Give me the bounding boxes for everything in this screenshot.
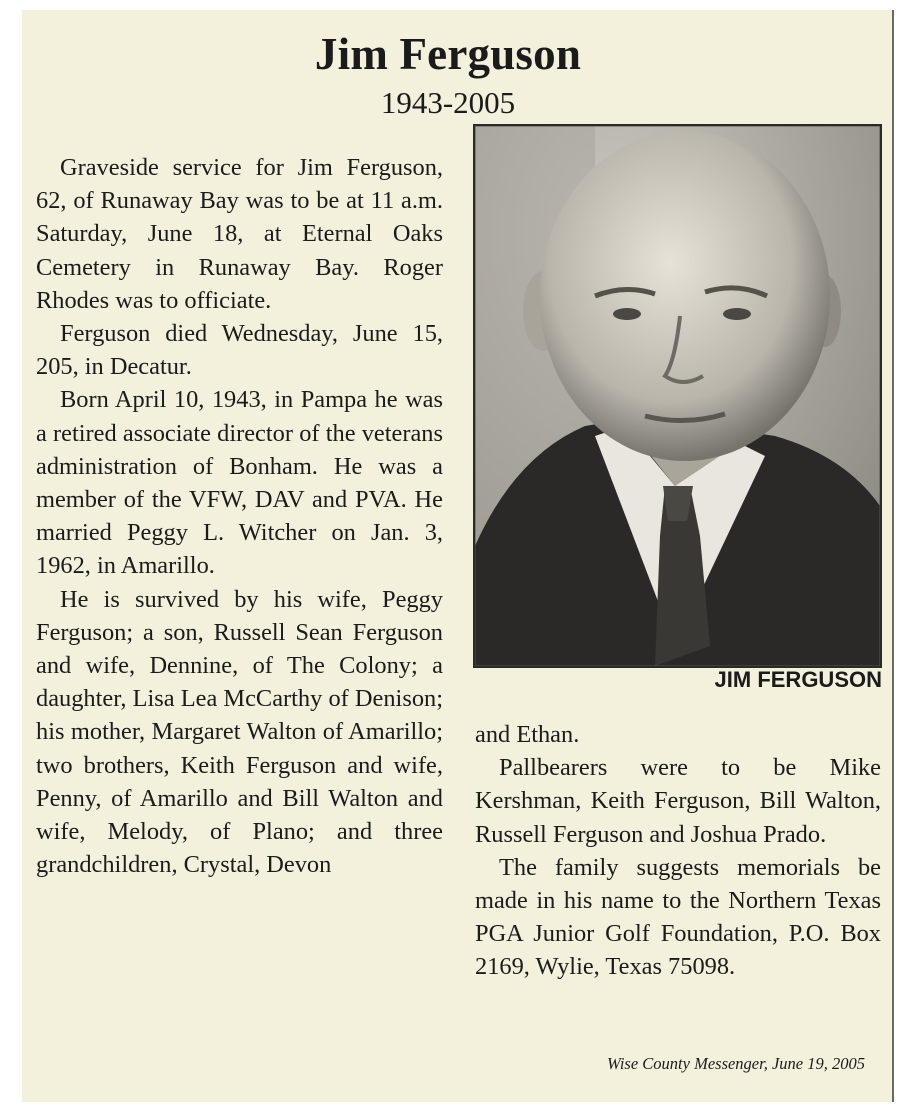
portrait-photo bbox=[473, 124, 882, 668]
paragraph-pallbearers: Pallbearers were to be Mike Kershman, Keith Ferguson, Bill Walton, Russell Ferguson and Joshua Prado. bbox=[475, 754, 881, 848]
portrait-illustration bbox=[475, 126, 880, 666]
obituary-years: 1943-2005 bbox=[380, 85, 516, 120]
paragraph-biography: Born April 10, 1943, in Pampa he was a retired associate director of the veterans administration of Bonham. He was a member of the VFW, DAV and PVA. He married Peggy L. Witcher on Jan. 3, 1962, in Amarillo. bbox=[36, 386, 443, 580]
photo-caption: JIM FERGUSON bbox=[714, 667, 882, 692]
paragraph-survivors: He is survived by his wife, Peggy Ferguson; a son, Russell Sean Ferguson and wife, Dennine, of The Colony; a daughter, Lisa Lea McCarthy of Denison; his mother, Margaret Walton of Amarillo; two brothers, Keith Ferguson and wife, Penny, of Amarillo and Bill Walton and wife, Melody, of Plano; and three grandchildren, Crystal, Devon bbox=[36, 585, 443, 879]
paragraph-memorials: The family suggests memorials be made in his name to the Northern Texas PGA Junior Golf Foundation, P.O. Box 2169, Wylie, Texas 75098. bbox=[475, 853, 881, 981]
paragraph-service: Graveside service for Jim Ferguson, 62, of Runaway Bay was to be at 11 a.m. Saturday, June 18, at Eternal Oaks Cemetery in Runaway Bay. Roger Rhodes was to officiate. bbox=[36, 154, 443, 314]
paragraph-survivors-continued: and Ethan. bbox=[475, 721, 580, 748]
source-credit: Wise County Messenger, June 19, 2005 bbox=[607, 1054, 865, 1073]
left-column bbox=[36, 151, 443, 881]
right-column bbox=[475, 718, 881, 984]
obituary-title: Jim Ferguson bbox=[314, 29, 582, 79]
paragraph-death: Ferguson died Wednesday, June 15, 205, in Decatur. bbox=[36, 320, 443, 381]
newspaper-clipping bbox=[22, 10, 894, 1102]
